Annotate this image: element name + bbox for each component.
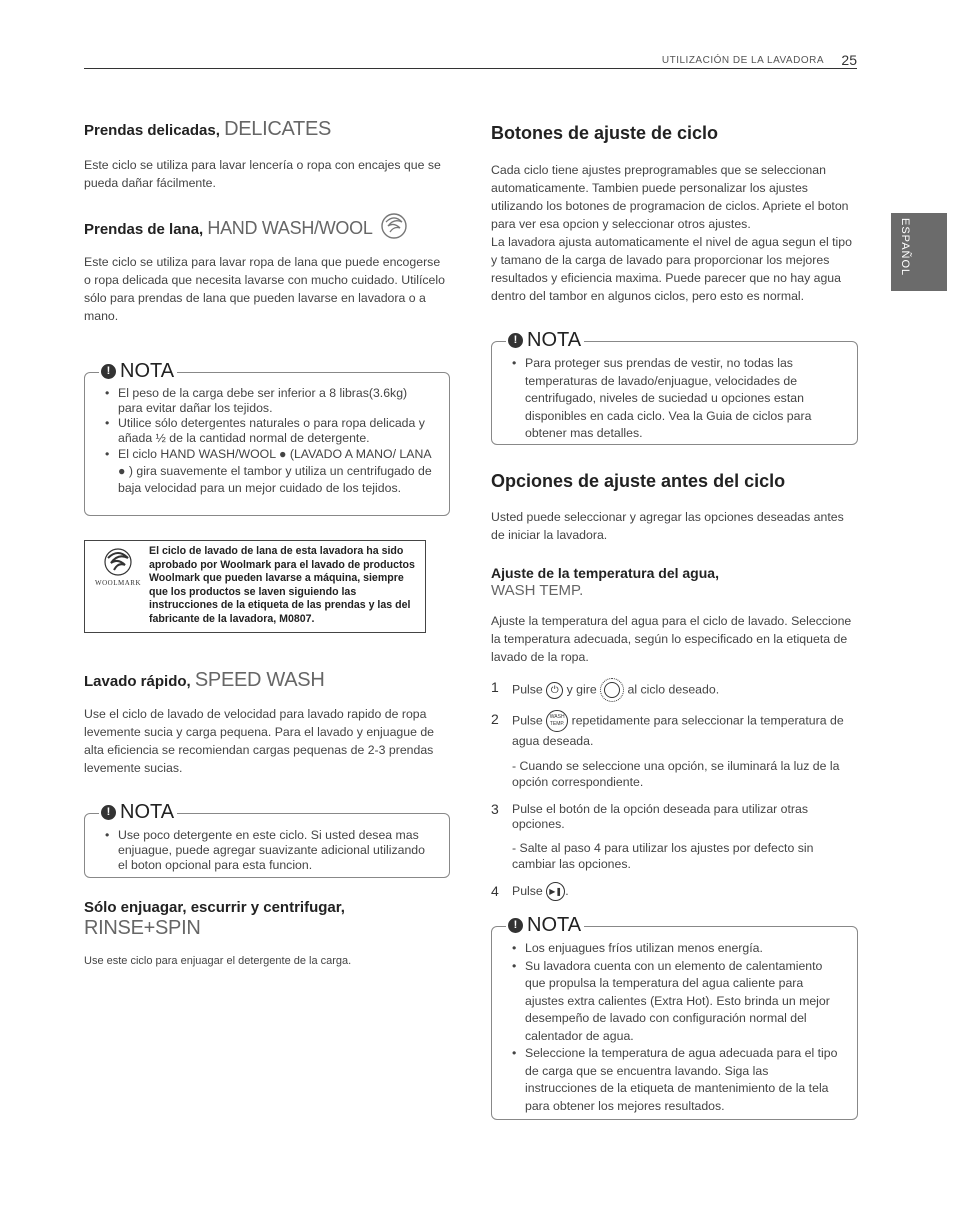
wash-temp-text: Ajuste la temperatura del agua para el ciclo de lavado. Seleccione la temperatura adecuada, según lo especificado en la etiqueta de lavado de la ropa. — [491, 614, 852, 664]
woolmark-icon — [103, 547, 133, 577]
delicates-text: Este ciclo se utiliza para lavar lencería o ropa con encajes que se pueda dañar fácilmente. — [84, 158, 441, 190]
step-2-note: - Cuando se seleccione una opción, se iluminará la luz de la opción correspondiente. — [512, 759, 840, 789]
woolmark-logo: WOOLMARK — [91, 545, 145, 626]
nota-item: • Su lavadora cuenta con un elemento de calentamiento que propulsa la temperatura del agua caliente para ajustes extra calientes (Extra Hot). Esto brinda un mejor desempeño de lavado con configuración normal del calentador de agua. — [512, 958, 843, 1046]
step-2: 2 Pulse WASH TEMP. repetidamente para seleccionar la temperatura de agua deseada. — [491, 711, 844, 748]
delicates-cycle-name: DELICATES — [224, 118, 332, 140]
nota-item: • Los enjuagues fríos utilizan menos energía. — [512, 940, 843, 958]
nota-item: • Para proteger sus prendas de vestir, no todas las temperaturas de lavado/enjuague, velocidades de centrifugado, niveles de suciedad u opciones estan disponibles en cada ciclo. Vea la Guia de ciclos para obtener mas detalles. — [512, 355, 843, 443]
exclamation-icon: ! — [101, 805, 116, 820]
speed-wash-cycle-name: SPEED WASH — [194, 669, 325, 691]
wool-icon: ● — [279, 447, 287, 461]
header-section-title: UTILIZACIÓN DE LA LAVADORA — [661, 55, 824, 66]
woolmark-text: El ciclo de lavado de lana de esta lavadora ha sido aprobado por Woolmark para el lavado de productos Woolmark que pueden lavarse a máquina, siempre que los productos se laven siguiendo las instrucciones de la etiqueta de las prendas y las del fabricante de la lavadora, M0807. — [149, 545, 415, 625]
nota-box-temp — [491, 914, 858, 1120]
nota-title: ! NOTA — [506, 329, 584, 351]
wool-cycle-name: HAND WASH/WOOL — [207, 218, 373, 238]
right-column — [491, 120, 858, 1120]
rinse-spin-text: Use este ciclo para enjuagar el detergente de la carga. — [84, 955, 352, 967]
wool-text: Este ciclo se utiliza para lavar ropa de lana que puede encogerse o ropa delicada que necesita lavarse con mucho cuidado. Utilícelo sólo para prendas de lana que pueden lavarse en lavadora o a mano. — [84, 255, 445, 323]
nota-item: • Seleccione la temperatura de agua adecuada para el tipo de carga que se encuentra lavando. Siga las instrucciones de la etiqueta de mantenimiento de la tela para obtener los mejores resultados. — [512, 1045, 843, 1115]
nota-item: • Utilice sólo detergentes naturales o para ropa delicada y añada ½ de la cantidad normal de detergente. — [105, 416, 435, 446]
cycle-dial-icon — [600, 678, 624, 702]
botones-text: Cada ciclo tiene ajustes preprogramables que se seleccionan automaticamente. Tambien puede personalizar los ajustes utilizando los botones de programacion de ciclos. Apriete el boton para ver esa opcion y seleccionar otros ajustes. — [491, 163, 849, 231]
wool-icon: ● — [118, 464, 126, 478]
nota-box-wool — [84, 360, 450, 516]
exclamation-icon: ! — [508, 918, 523, 933]
delicates-heading: Prendas delicadas, DELICATES — [84, 118, 332, 140]
botones-heading: Botones de ajuste de ciclo — [491, 123, 719, 143]
nota-title: ! NOTA — [506, 914, 584, 936]
exclamation-icon: ! — [508, 333, 523, 348]
wool-icon — [380, 212, 408, 247]
language-tab — [891, 213, 947, 291]
header-rule — [84, 68, 857, 69]
page-number: 25 — [841, 52, 857, 68]
start-pause-icon: ▶❚ — [546, 882, 565, 901]
power-icon: ⏻ — [546, 682, 563, 699]
opciones-heading: Opciones de ajuste antes del ciclo — [491, 471, 786, 491]
wash-temp-button-icon: WASH TEMP. — [546, 710, 568, 732]
wash-temp-heading: Ajuste de la temperatura del agua, WASH TEMP. — [491, 564, 858, 600]
wash-temp-cycle-name: WASH TEMP. — [491, 582, 584, 599]
step-3-note: - Salte al paso 4 para utilizar los ajustes por defecto sin cambiar las opciones. — [512, 841, 814, 871]
nota-title: ! NOTA — [99, 801, 177, 823]
speed-wash-heading: Lavado rápido, SPEED WASH — [84, 669, 325, 691]
left-column — [84, 118, 450, 970]
step-4: 4 Pulse ▶❚ . — [491, 882, 858, 901]
step-3: 3 Pulse el botón de la opción deseada para utilizar otras opciones. — [491, 801, 809, 831]
nota-box-speed — [84, 801, 450, 878]
rinse-spin-cycle-name: RINSE+SPIN — [84, 917, 201, 939]
nota-item: • El peso de la carga debe ser inferior a 8 libras(3.6kg) para evitar dañar los tejidos. — [105, 386, 435, 416]
exclamation-icon: ! — [101, 364, 116, 379]
woolmark-notice — [84, 540, 426, 633]
nota-item: • El ciclo HAND WASH/WOOL ● (LAVADO A MANO/ LANA ● ) gira suavemente el tambor y utiliza un centrifugado de baja velocidad para un mejor cuidado de los tejidos. — [105, 446, 435, 497]
opciones-text: Usted puede seleccionar y agregar las opciones deseadas antes de iniciar la lavadora. — [491, 510, 844, 542]
rinse-spin-heading: Sólo enjuagar, escurrir y centrifugar, RINSE+SPIN — [84, 899, 345, 939]
speed-wash-text: Use el ciclo de lavado de velocidad para lavado rapido de ropa levemente sucia y carga pequena. Para el lavado y enjuague de alta eficiencia se recomiendan cargas pequenas de 2-3 prendas levemente sucias. — [84, 707, 435, 775]
step-1: 1 Pulse ⏻ y gire al ciclo deseado. — [491, 678, 858, 702]
botones-text-2: La lavadora ajusta automaticamente el nivel de agua segun el tipo y tamano de la carga de lavado para proporcionar los mejores resultados y eficiencia maxima. Puede parecer que no hay agua dentro del tambor en algunos ciclos, pero esto es normal. — [491, 235, 852, 303]
wool-heading: Prendas de lana, HAND WASH/WOOL — [84, 212, 450, 247]
nota-item: • Use poco detergente en este ciclo. Si usted desea mas enjuague, puede agregar suavizante adicional utilizando el boton opcional para esta funcion. — [105, 828, 435, 873]
language-tab-label: ESPAÑOL — [899, 218, 911, 277]
nota-box-cycle — [491, 329, 858, 445]
nota-title: ! NOTA — [99, 360, 177, 382]
